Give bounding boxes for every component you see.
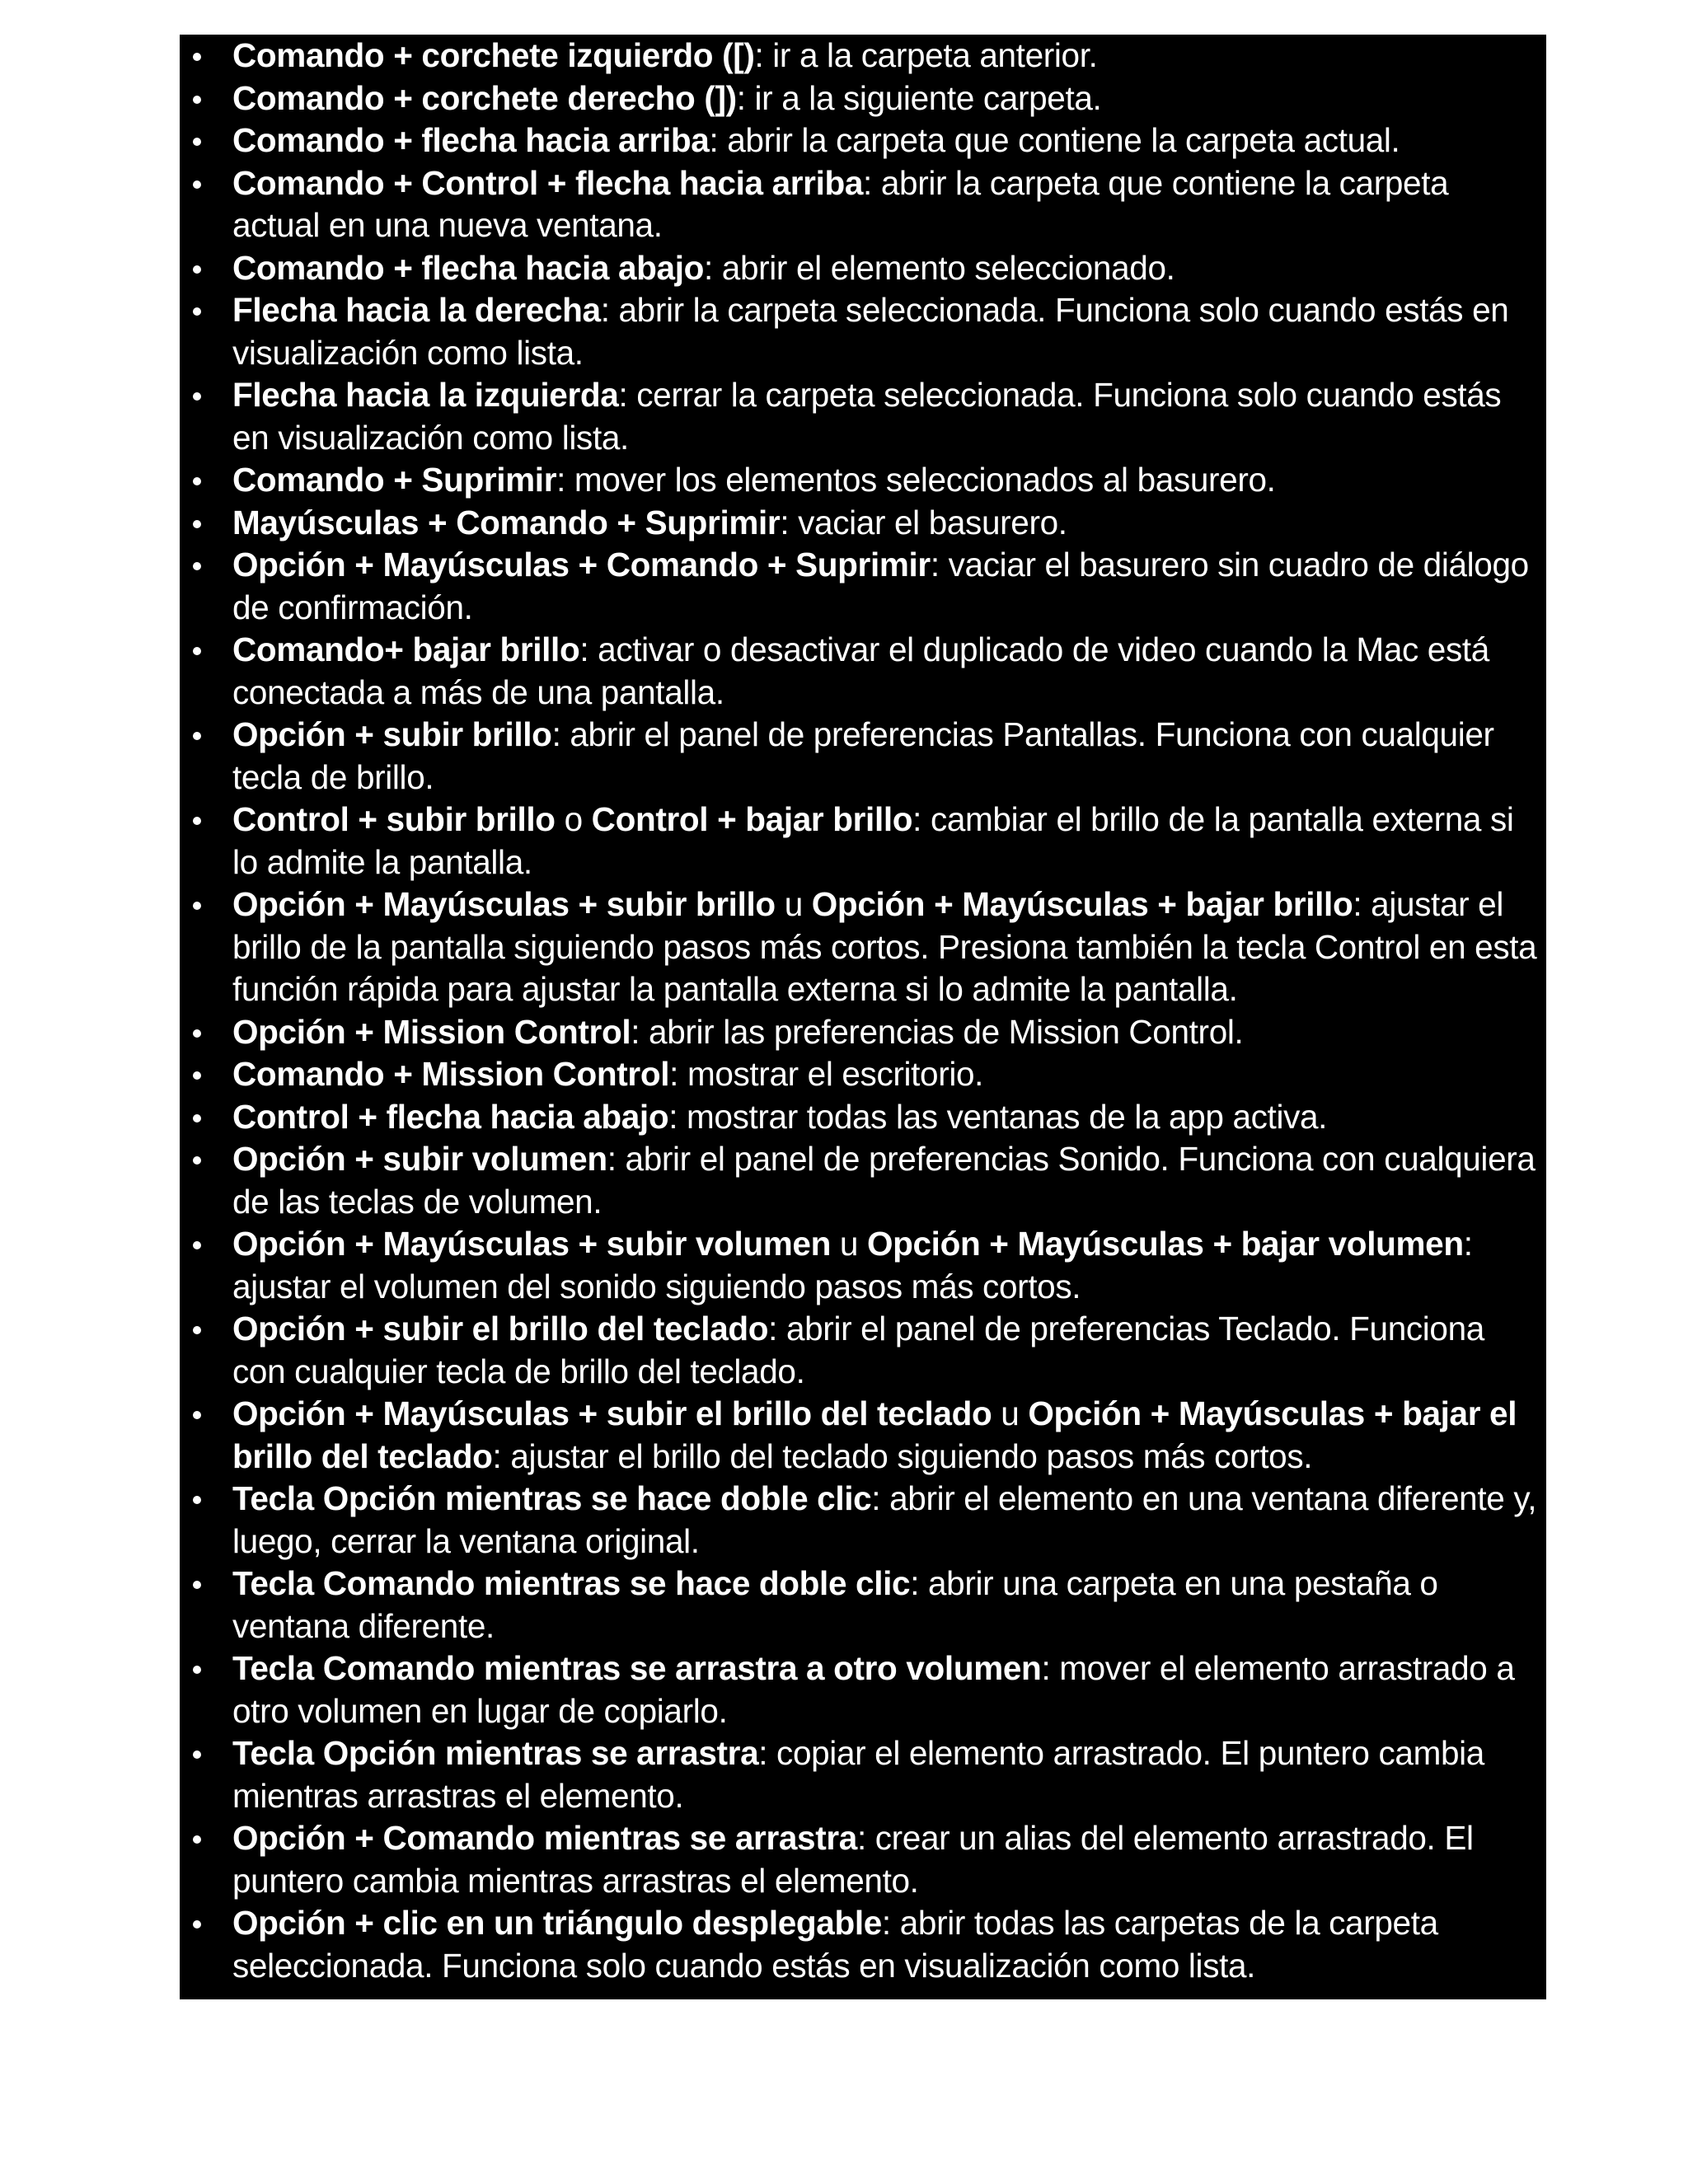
bullet-icon [193,1411,201,1419]
bullet-icon [193,477,201,485]
shortcut-keys: Opción + subir brillo [232,715,552,753]
shortcut-description: : abrir el elemento seleccionado. [704,248,1175,287]
shortcut-keys: Opción + Mayúsculas + subir el brillo del teclado [232,1394,992,1432]
shortcut-keys: Tecla Comando mientras se hace doble clic [232,1564,911,1602]
shortcut-keys: Control + bajar brillo [591,800,913,838]
shortcut-description: u [992,1394,1029,1432]
shortcut-keys: Comando+ bajar brillo [232,630,580,668]
shortcut-description: u [830,1225,867,1263]
list-item [180,1223,1546,1308]
shortcut-description: : crear un alias del elemento arrastrado. El puntero cambia mientras arrastras el elemento. [232,1819,1474,1900]
shortcut-keys: Control + flecha hacia abajo [232,1097,669,1136]
shortcut-keys: Opción + Mayúsculas + bajar el brillo del teclado [232,1394,1517,1475]
bullet-icon [193,1750,201,1759]
bullet-icon [193,1835,201,1844]
bullet-icon [193,1496,201,1504]
shortcut-list [180,35,1546,1987]
list-item [180,1732,1546,1817]
list-item [180,374,1546,459]
shortcut-keys: Flecha hacia la derecha [232,291,601,329]
shortcut-description: : abrir el elemento en una ventana diferente y, luego, cerrar la ventana original. [232,1479,1537,1560]
bullet-icon [193,1241,201,1249]
shortcut-keys: Comando + corchete izquierdo ([) [232,36,755,74]
bullet-icon [193,562,201,570]
bullet-icon [193,265,201,274]
shortcut-keys: Opción + Mayúsculas + bajar volumen [866,1225,1464,1263]
shortcut-description: : abrir las preferencias de Mission Control. [631,1012,1244,1051]
list-item [180,1053,1546,1096]
shortcut-description: : abrir la carpeta que contiene la carpeta actual en una nueva ventana. [232,163,1449,244]
bullet-icon [193,1071,201,1080]
shortcut-description: : abrir una carpeta en una pestaña o ventana diferente. [232,1564,1438,1645]
bullet-icon [193,1326,201,1334]
shortcut-description: : cerrar la carpeta seleccionada. Funciona solo cuando estás en visualización como lista. [232,376,1502,457]
bullet-icon [193,307,201,316]
shortcut-description: : ir a la carpeta anterior. [754,36,1098,74]
shortcut-keys: Opción + subir el brillo del teclado [232,1310,769,1347]
shortcut-description: : abrir el panel de preferencias Pantallas. Funciona con cualquier tecla de brillo. [232,715,1494,796]
list-item [180,1011,1546,1054]
bullet-icon [193,138,201,146]
shortcut-keys: Opción + Mission Control [232,1012,631,1051]
shortcut-keys: Comando + Mission Control [232,1055,670,1093]
list-item [180,1096,1546,1139]
bullet-icon [193,1666,201,1674]
bullet-icon [193,902,201,910]
shortcut-keys: Opción + Mayúsculas + subir volumen [232,1225,831,1263]
bullet-icon [193,180,201,189]
bullet-icon [193,1114,201,1122]
list-item [180,1308,1546,1393]
bullet-icon [193,1029,201,1038]
list-item [180,1817,1546,1902]
shortcut-keys: Tecla Opción mientras se arrastra [232,1734,759,1772]
shortcut-description: : ajustar el volumen del sonido siguiendo pasos más cortos. [232,1225,1473,1305]
bullet-icon [193,520,201,528]
shortcut-keys: Control + subir brillo [232,800,556,838]
shortcut-keys: Comando + corchete derecho (]) [232,78,737,117]
list-item [180,162,1546,247]
list-item [180,883,1546,1011]
shortcut-description: : abrir la carpeta seleccionada. Funciona solo cuando estás en visualización como lista. [232,291,1509,372]
shortcut-keys: Comando + flecha hacia abajo [232,248,704,287]
shortcut-description: : mover los elementos seleccionados al basurero. [556,461,1276,499]
list-item [180,714,1546,799]
list-item [180,35,1546,77]
bullet-icon [193,1581,201,1589]
bullet-icon [193,392,201,401]
shortcut-keys: Tecla Comando mientras se arrastra a otro volumen [232,1649,1042,1687]
list-item [180,799,1546,883]
shortcut-description: : activar o desactivar el duplicado de video cuando la Mac está conectada a más de una pantalla. [232,630,1489,711]
shortcut-description: o [555,800,592,838]
list-item [180,1902,1546,1987]
shortcuts-panel [180,35,1546,1999]
shortcut-keys: Opción + Mayúsculas + bajar brillo [811,885,1353,923]
bullet-icon [193,647,201,655]
list-item [180,247,1546,290]
shortcut-description: : ir a la siguiente carpeta. [736,78,1102,117]
list-item [180,120,1546,162]
list-item [180,289,1546,374]
shortcut-keys: Opción + Mayúsculas + subir brillo [232,885,776,923]
shortcut-description: : mostrar el escritorio. [669,1055,984,1093]
shortcut-keys: Mayúsculas + Comando + Suprimir [232,503,781,541]
list-item [180,459,1546,502]
shortcut-description: : mover el elemento arrastrado a otro volumen en lugar de copiarlo. [232,1649,1515,1730]
list-item [180,77,1546,120]
shortcut-description: : abrir todas las carpetas de la carpeta seleccionada. Funciona solo cuando estás en visualización como lista. [232,1904,1438,1985]
bullet-icon [193,96,201,104]
shortcut-keys: Flecha hacia la izquierda [232,376,619,414]
shortcut-description: : ajustar el brillo de la pantalla siguiendo pasos más cortos. Presiona también la tecla Control en esta función rápida para ajustar la pantalla externa si lo admite la pantalla. [232,885,1537,1008]
bullet-icon [193,732,201,740]
bullet-icon [193,1156,201,1165]
shortcut-description: : vaciar el basurero sin cuadro de diálogo de confirmación. [232,546,1529,626]
bullet-icon [193,1920,201,1929]
shortcut-keys: Opción + Comando mientras se arrastra [232,1819,857,1857]
shortcut-description: : vaciar el basurero. [780,503,1067,541]
shortcut-description: : cambiar el brillo de la pantalla externa si lo admite la pantalla. [232,800,1514,881]
shortcut-keys: Comando + flecha hacia arriba [232,121,710,159]
list-item [180,1138,1546,1223]
bullet-icon [193,817,201,825]
shortcut-description: : abrir el panel de preferencias Sonido. Funciona con cualquiera de las teclas de volumen. [232,1140,1536,1221]
list-item [180,1647,1546,1732]
shortcut-description: : copiar el elemento arrastrado. El puntero cambia mientras arrastras el elemento. [232,1734,1484,1815]
shortcut-description: : abrir el panel de preferencias Teclado. Funciona con cualquier tecla de brillo del teclado. [232,1310,1484,1390]
list-item [180,1563,1546,1647]
shortcut-keys: Tecla Opción mientras se hace doble clic [232,1479,872,1517]
shortcut-keys: Comando + Suprimir [232,461,557,499]
shortcut-keys: Opción + clic en un triángulo desplegable [232,1904,882,1942]
shortcut-description: : abrir la carpeta que contiene la carpeta actual. [709,121,1400,159]
list-item [180,629,1546,714]
shortcut-keys: Opción + subir volumen [232,1140,607,1178]
list-item [180,544,1546,629]
shortcut-keys: Opción + Mayúsculas + Comando + Suprimir [232,546,931,583]
shortcut-description: u [775,885,812,923]
list-item [180,502,1546,545]
shortcut-description: : mostrar todas las ventanas de la app activa. [668,1097,1328,1136]
bullet-icon [193,53,201,61]
shortcut-keys: Comando + Control + flecha hacia arriba [232,163,864,202]
shortcut-description: : ajustar el brillo del teclado siguiendo pasos más cortos. [492,1436,1313,1475]
list-item [180,1478,1546,1563]
list-item [180,1393,1546,1478]
